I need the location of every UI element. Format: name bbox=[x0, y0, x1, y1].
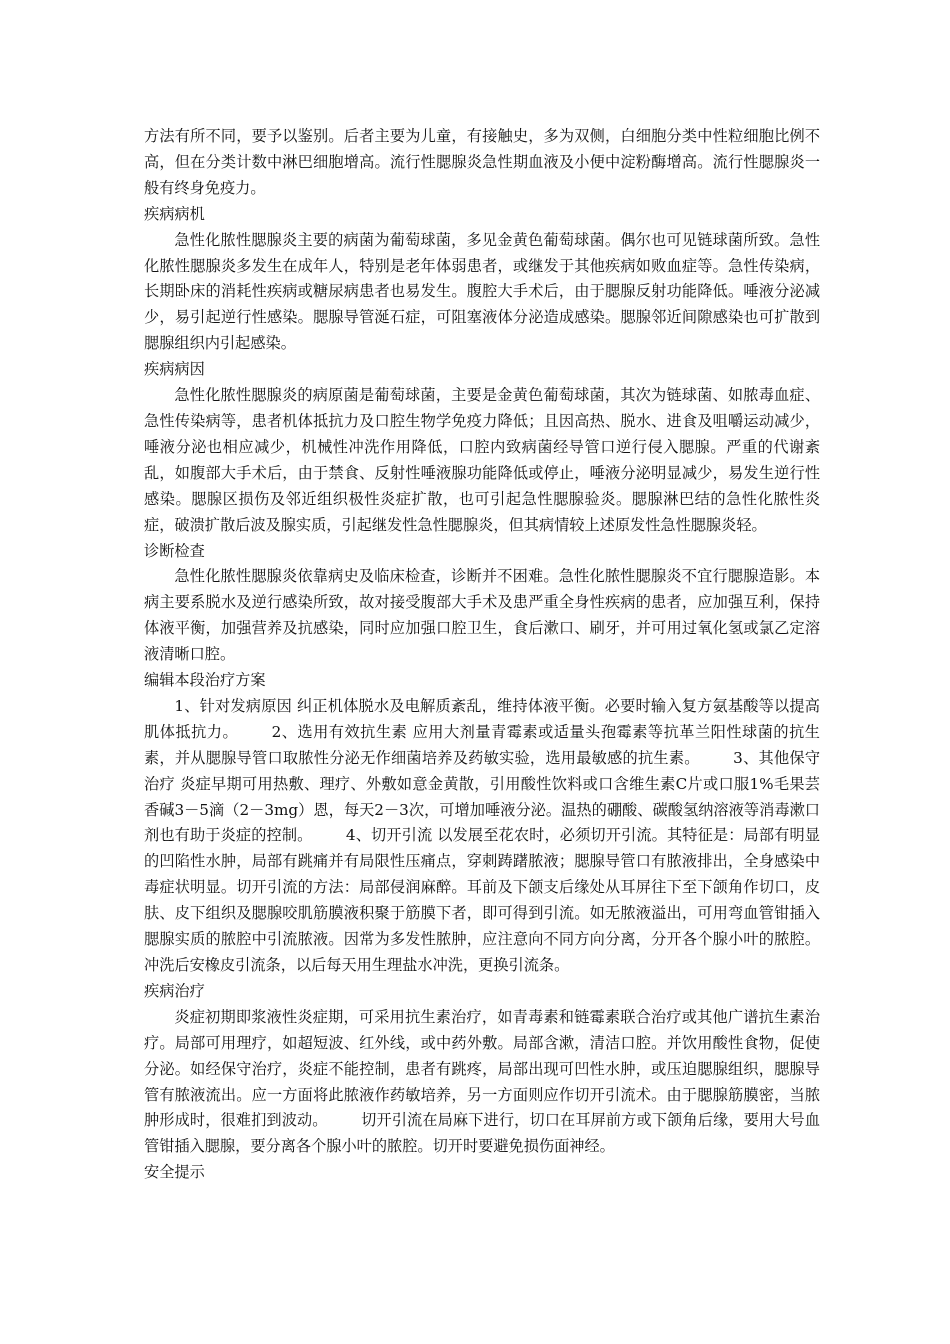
treatment-part-2: 切开引流在局麻下进行，切口在耳屏前方或下颌角后缘，要用大号血管钳插入腮腺，要分离各个腺小叶的脓腔。切开时要避免损伤面神经。 bbox=[144, 1111, 821, 1156]
treatment-paragraph bbox=[144, 1005, 820, 1160]
heading-etiology: 疾病病因 bbox=[144, 360, 205, 379]
document-page bbox=[144, 124, 820, 1186]
etiology-paragraph: 急性化脓性腮腺炎的病原菌是葡萄球菌，主要是金黄色葡萄球菌，其次为链球菌、如脓毒血症、急性传染病等，患者机体抵抗力及口腔生物学免疫力降低；且因高热、脱水、进食及咀嚼运动减少，唾液分泌也相应减少，机械性冲洗作用降低，口腔内致病菌经导管口逆行侵入腮腺。严重的代谢紊乱，如腹部大手术后，由于禁食、反射性唾液腺功能降低或停止，唾液分泌明显减少，易发生逆行性感染。腮腺区损伤及邻近组织极性炎症扩散，也可引起急性腮腺验炎。腮腺淋巴结的急性化脓性炎症，破溃扩散后波及腺实质，引起继发性急性腮腺炎，但其病情较上述原发性急性腮腺炎轻。 bbox=[144, 386, 820, 534]
heading-pathogenesis: 疾病病机 bbox=[144, 204, 205, 223]
treatment-item-3: 3、其他保守治疗 炎症早期可用热敷、理疗、外敷如意金黄散，引用酸性饮料或口含维生素C片或口服1%毛果芸香碱3－5滴（2－3mg）恩，每天2－3次，可增加唾液分泌。温热的硼酸、碳酸氢纳溶液等消毒漱口剂也有助于炎症的控制。 bbox=[144, 748, 821, 845]
heading-safety: 安全提示 bbox=[144, 1163, 205, 1182]
treatment-item-4: 4、切开引流 以发展至花农时，必须切开引流。其特征是：局部有明显的凹陷性水肿，局部有跳痛并有局限性压痛点，穿刺踌躇脓液；腮腺导管口有脓液排出，全身感染中毒症状明显。切开引流的方法：局部侵润麻醉。耳前及下颌支后缘处从耳屏往下至下颌角作切口，皮肤、皮下组织及腮腺咬肌筋膜液积聚于筋膜下者，即可得到引流。如无脓液溢出，可用弯血管钳插入腮腺实质的脓腔中引流脓液。因常为多发性脓肿，应注意向不同方向分离，分开各个腺小叶的脓腔。冲洗后安橡皮引流条，以后每天用生理盐水冲洗，更换引流条。 bbox=[144, 826, 821, 974]
intro-paragraph: 方法有所不同，要予以鉴别。后者主要为儿童，有接触史，多为双侧，白细胞分类中性粒细胞比例不高，但在分类计数中淋巴细胞增高。流行性腮腺炎急性期血液及小便中淀粉酶增高。流行性腮腺炎一般有终身免疫力。 bbox=[144, 127, 820, 197]
treatment-part-1: 炎症初期即浆液性炎症期，可采用抗生素治疗，如青毒素和链霉素联合治疗或其他广谱抗生素治疗。局部可用理疗，如超短波、红外线，或中药外敷。局部含漱，清洁口腔。并饮用酸性食物，促使分泌。如经保守治疗，炎症不能控制，患者有跳疼，局部出现可凹性水肿，或压迫腮腺组织，腮腺导管有脓液流出。应一方面将此脓液作药敏培养，另一方面则应作切开引流术。由于腮腺筋膜密，当脓肿形成时，很难扪到波动。 bbox=[144, 1007, 820, 1130]
pathogenesis-paragraph: 急性化脓性腮腺炎主要的病菌为葡萄球菌，多见金黄色葡萄球菌。偶尔也可见链球菌所致。急性化脓性腮腺炎多发生在成年人，特别是老年体弱患者，或继发于其他疾病如败血症等。急性传染病，长期卧床的消耗性疾病或糖尿病患者也易发生。腹腔大手术后，由于腮腺反射功能降低。唾液分泌减少，易引起逆行性感染。腮腺导管涎石症，可阻塞液体分泌造成感染。腮腺邻近间隙感染也可扩散到腮腺组织内引起感染。 bbox=[144, 230, 820, 353]
heading-diagnosis: 诊断检查 bbox=[144, 541, 205, 560]
treatment-plan-paragraph bbox=[144, 694, 820, 979]
diagnosis-paragraph: 急性化脓性腮腺炎依靠病史及临床检查，诊断并不困难。急性化脓性腮腺炎不宜行腮腺造影。本病主要系脱水及逆行感染所致，故对接受腹部大手术及患严重全身性疾病的患者，应加强互利，保持体液平衡，加强营养及抗感染，同时应加强口腔卫生，食后漱口、刷牙，并可用过氧化氢或氯乙定溶液清晰口腔。 bbox=[144, 567, 820, 664]
treatment-item-2: 2、选用有效抗生素 应用大剂量青霉素或适量头孢霉素等抗革兰阳性球菌的抗生素，并从腮腺导管口取脓性分泌无作细菌培养及药敏实验，选用最敏感的抗生素。 bbox=[144, 722, 820, 767]
heading-treatment: 疾病治疗 bbox=[144, 981, 205, 1000]
treatment-item-1: 1、针对发病原因 纠正机体脱水及电解质紊乱，维持体液平衡。必要时输入复方氨基酸等以提高肌体抵抗力。 bbox=[144, 696, 820, 741]
heading-treatment-plan: 编辑本段治疗方案 bbox=[144, 671, 266, 690]
